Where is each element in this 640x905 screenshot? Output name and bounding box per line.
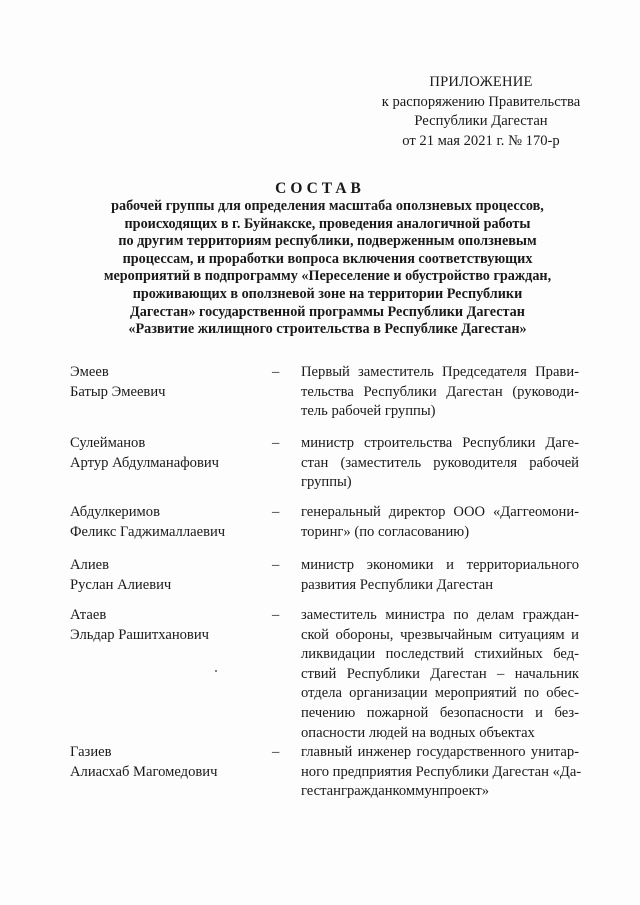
member-name [70,743,260,782]
member-surname: Абдулкеримов [70,504,160,520]
member-role [301,503,579,542]
appendix-title: ПРИЛОЖЕНИЕ [429,74,533,90]
role-line: группы) [301,474,352,491]
member-dash: – [272,607,280,623]
scan-speck [215,670,217,672]
role-line: Первый заместитель Председателя Прави- [301,364,579,380]
appendix-line-4: от 21 мая 2021 г. № 170-р [402,132,560,149]
role-line: ствий Республики Дагестан – начальник [301,665,579,682]
role-line: торинг» (по согласованию) [301,523,470,540]
member-given-name: Алиасхаб Магомедович [70,763,218,780]
document-heading: СОСТАВ [275,180,365,197]
member-name [70,503,260,542]
subtitle-line: рабочей группы для определения масштаба оползневых процессов, [111,198,544,214]
member-name [70,434,260,473]
subtitle-line: процессам, и проработки вопроса включения соответствующих [122,250,533,267]
role-line: заместитель министра по делам граждан- [301,607,579,623]
role-line: министр экономики и территориального [301,557,579,573]
role-line: гестангражданкоммунпроект» [301,783,490,800]
role-line: генеральный директор ООО «Даггеомони- [301,504,579,520]
subtitle-line: мероприятий в подпрограмму «Переселение и обустройство граждан, [103,268,552,285]
member-dash: – [272,557,280,573]
member-given-name: Батыр Эмеевич [70,383,166,400]
role-line: ликвидации последствий стихийных бед- [301,646,579,663]
subtitle-line: проживающих в оползневой зоне на территории Республики [132,285,523,302]
member-name [70,363,260,402]
role-line: ской обороны, чрезвычайным ситуациям и [301,626,579,643]
role-line: отдела организации мероприятий по обес- [301,685,579,702]
member-role [301,434,579,493]
member-surname: Алиев [70,557,109,573]
member-dash: – [272,504,280,520]
subtitle-line: Дагестан» государственной программы Республики Дагестан [130,303,525,320]
document-subtitle [60,198,595,339]
member-role [301,556,579,595]
member-role [301,363,579,422]
member-dash: – [272,364,280,380]
role-line: печению пожарной безопасности и без- [301,704,579,721]
appendix-block [370,73,592,151]
member-name [70,556,260,595]
member-given-name: Руслан Алиевич [70,576,172,593]
member-role [301,606,579,743]
member-given-name: Феликс Гаджималлаевич [70,523,226,540]
member-surname: Сулейманов [70,435,146,451]
member-dash: – [272,744,280,760]
member-dash: – [272,435,280,451]
subtitle-line: происходящих в г. Буйнакске, проведения аналогичной работы [124,215,531,232]
role-line: ного предприятия Республики Дагестан «Да- [301,763,582,780]
appendix-line-2: к распоряжению Правительства [381,93,581,110]
member-role [301,743,582,802]
appendix-line-3: Республики Дагестан [414,113,548,129]
member-surname: Атаев [70,607,107,623]
member-given-name: Эльдар Рашитханович [70,626,209,643]
member-name [70,606,260,645]
member-surname: Газиев [70,744,112,760]
subtitle-line: по другим территориям республики, подверженным оползневым [118,233,537,250]
role-line: тельства Республики Дагестан (руководи- [301,383,579,400]
member-given-name: Артур Абдулманафович [70,454,219,471]
role-line: министр строительства Республики Даге- [301,435,579,451]
role-line: тель рабочей группы) [301,403,436,420]
role-line: развития Республики Дагестан [301,576,494,593]
subtitle-line: «Развитие жилищного строительства в Республике Дагестан» [128,321,527,338]
role-line: стан (заместитель руководителя рабочей [301,454,579,471]
role-line: главный инженер государственного унитар- [301,744,579,760]
member-surname: Эмеев [70,364,109,380]
role-line: опасности людей на водных объектах [301,724,535,741]
